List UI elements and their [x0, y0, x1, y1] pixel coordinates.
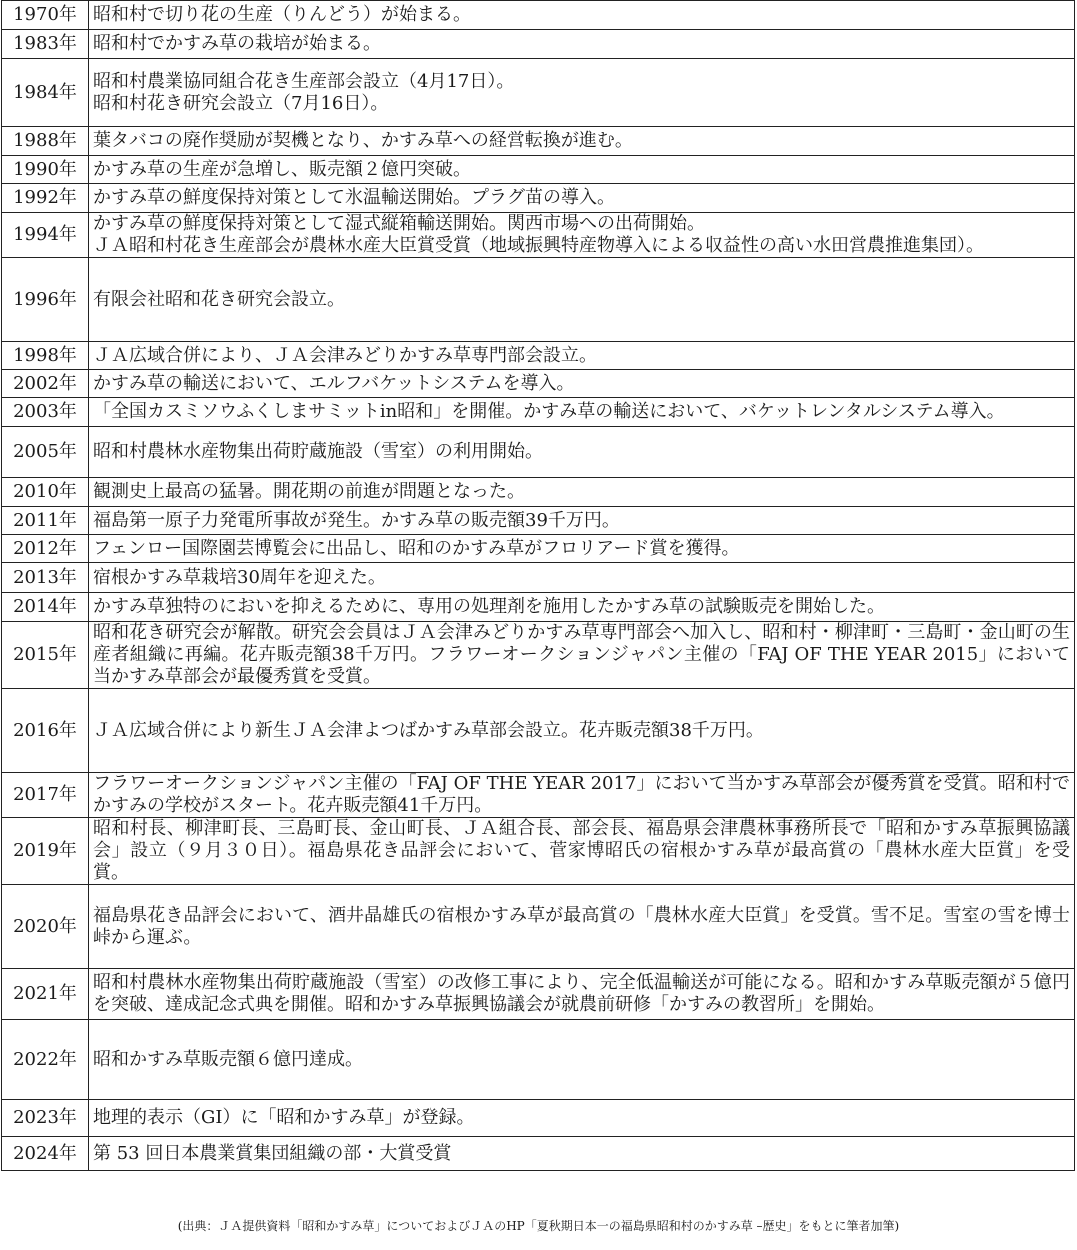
event-cell [89, 689, 1075, 773]
event-text: かすみ草独特のにおいを抑えるために、専用の処理剤を施用したかすみ草の試験販売を開始した。 [93, 596, 885, 617]
table-row [2, 535, 1075, 563]
event-text: ＪＡ広域合併により新生ＪＡ会津よつばかすみ草部会設立。花卉販売額38千万円。 [93, 719, 764, 741]
table-row [2, 818, 1075, 885]
year-cell: 2002年 [2, 370, 89, 398]
event-cell [89, 593, 1075, 622]
table-row [2, 258, 1075, 342]
event-cell [89, 156, 1075, 184]
table-row [2, 156, 1075, 184]
year-cell: 2014年 [2, 593, 89, 622]
table-row [2, 398, 1075, 427]
event-cell [89, 773, 1075, 818]
event-text: 昭和村農林水産物集出荷貯蔵施設（雪室）の改修工事により、完全低温輸送が可能になる。昭和かすみ草販売額が５億円を突破、達成記念式典を開催。昭和かすみ草振興協議会が就農前研修「かすみの教習所」を開始。 [93, 972, 1070, 1015]
event-text: フラワーオークションジャパン主催の「FAJ OF THE YEAR 2017」において当かすみ草部会が優秀賞を受賞。昭和村でかすみの学校がスタート。花卉販売額41千万円。 [93, 773, 1070, 816]
source-note: (出典：ＪＡ提供資料「昭和かすみ草」についておよびＪＡのHP「夏秋期日本一の福島県昭和村のかすみ草 –歴史」をもとに筆者加筆) [177, 1219, 900, 1233]
event-cell [89, 59, 1075, 127]
table-row [2, 885, 1075, 969]
event-cell [89, 258, 1075, 342]
event-text: 観測史上最高の猛暑。開花期の前進が問題となった。 [93, 481, 525, 502]
event-cell [89, 342, 1075, 370]
event-cell [89, 30, 1075, 59]
event-text: 昭和村農業協同組合花き生産部会設立（4月17日）。 [93, 70, 515, 92]
year-cell: 1992年 [2, 184, 89, 213]
event-cell [89, 1137, 1075, 1171]
table-row [2, 969, 1075, 1020]
event-text: かすみ草の輸送において、エルフバケットシステムを導入。 [93, 372, 575, 394]
table-row [2, 59, 1075, 127]
year-cell: 2024年 [2, 1137, 89, 1171]
year-cell: 2022年 [2, 1020, 89, 1100]
event-text: 昭和村で切り花の生産（りんどう）が始まる。 [93, 4, 471, 25]
event-cell [89, 213, 1075, 258]
year-cell: 2020年 [2, 885, 89, 969]
event-cell [89, 535, 1075, 563]
event-cell [89, 969, 1075, 1020]
year-cell: 2019年 [2, 818, 89, 885]
event-cell [89, 885, 1075, 969]
table-row [2, 184, 1075, 213]
year-cell: 2016年 [2, 689, 89, 773]
event-text: 有限会社昭和花き研究会設立。 [93, 288, 345, 310]
event-text: 昭和かすみ草販売額６億円達成。 [93, 1048, 363, 1070]
event-text: 昭和村長、柳津町長、三島町長、金山町長、ＪＡ組合長、部会長、福島県会津農林事務所長で「昭和かすみ草振興協議会」設立（９月３０日）。福島県花き品評会において、菅家博昭氏の宿根かすみ草が最高賞の「農林水産大臣賞」を受賞。 [93, 818, 1070, 883]
table-row [2, 1, 1075, 30]
event-cell [89, 1100, 1075, 1137]
year-cell: 2010年 [2, 478, 89, 507]
event-text: 昭和村花き研究会設立（7月16日）。 [93, 92, 389, 114]
table-row [2, 689, 1075, 773]
event-text: 福島第一原子力発電所事故が発生。かすみ草の販売額39千万円。 [93, 509, 620, 531]
year-cell: 1990年 [2, 156, 89, 184]
history-table [1, 0, 1075, 1171]
table-row [2, 213, 1075, 258]
year-cell: 2012年 [2, 535, 89, 563]
event-cell [89, 1020, 1075, 1100]
table-row [2, 622, 1075, 689]
event-text: かすみ草の鮮度保持対策として湿式縦箱輸送開始。関西市場への出荷開始。 [93, 213, 705, 234]
table-row [2, 563, 1075, 593]
event-cell [89, 1, 1075, 30]
event-text: かすみ草の鮮度保持対策として氷温輸送開始。プラグ苗の導入。 [93, 187, 615, 208]
event-cell [89, 563, 1075, 593]
table-row [2, 370, 1075, 398]
event-text: 福島県花き品評会において、酒井晶雄氏の宿根かすみ草が最高賞の「農林水産大臣賞」を受賞。雪不足。雪室の雪を博士峠から運ぶ。 [93, 904, 1070, 948]
year-cell: 2017年 [2, 773, 89, 818]
table-row [2, 1020, 1075, 1100]
year-cell: 2021年 [2, 969, 89, 1020]
event-text: 昭和村でかすみ草の栽培が始まる。 [93, 33, 381, 54]
event-text: 葉タバコの廃作奨励が契機となり、かすみ草への経営転換が進む。 [93, 130, 633, 151]
event-text: 昭和花き研究会が解散。研究会会員はＪＡ会津みどりかすみ草専門部会へ加入し、昭和村・柳津町・三島町・金山町の生産者組織に再編。花卉販売額38千万円。フラワーオークションジャパン主催の「FAJ OF THE YEAR 2015」において当かすみ草部会が最優秀賞を受賞。 [93, 622, 1070, 687]
event-text: 第 53 回日本農業賞集団組織の部・大賞受賞 [93, 1142, 452, 1164]
year-cell: 1983年 [2, 30, 89, 59]
event-cell [89, 478, 1075, 507]
event-text: ＪＡ昭和村花き生産部会が農林水産大臣賞受賞（地域振興特産物導入による収益性の高い水田営農推進集団）。 [93, 235, 984, 256]
event-text: ＪＡ広域合併により、ＪＡ会津みどりかすみ草専門部会設立。 [93, 344, 597, 366]
year-cell: 1984年 [2, 59, 89, 127]
table-row [2, 1137, 1075, 1171]
event-text: フェンロー国際園芸博覧会に出品し、昭和のかすみ草がフロリアード賞を獲得。 [93, 537, 740, 559]
event-cell [89, 507, 1075, 535]
year-cell: 1998年 [2, 342, 89, 370]
event-cell [89, 398, 1075, 427]
year-cell: 1970年 [2, 1, 89, 30]
year-cell: 2011年 [2, 507, 89, 535]
table-row [2, 30, 1075, 59]
event-cell [89, 427, 1075, 478]
year-cell: 2013年 [2, 563, 89, 593]
year-cell: 1994年 [2, 213, 89, 258]
event-text: 宿根かすみ草栽培30周年を迎えた。 [93, 566, 386, 588]
table-row [2, 773, 1075, 818]
event-cell [89, 370, 1075, 398]
event-text: 「全国カスミソウふくしまサミットin昭和」を開催。かすみ草の輸送において、バケットレンタルシステム導入。 [93, 401, 1005, 422]
table-row [2, 342, 1075, 370]
table-row [2, 478, 1075, 507]
event-cell [89, 818, 1075, 885]
table-row [2, 507, 1075, 535]
event-cell [89, 622, 1075, 689]
history-table-body [2, 1, 1075, 1171]
year-cell: 2023年 [2, 1100, 89, 1137]
year-cell: 1988年 [2, 127, 89, 156]
table-row [2, 593, 1075, 622]
year-cell: 1996年 [2, 258, 89, 342]
event-text: 地理的表示（GI）に「昭和かすみ草」が登録。 [93, 1107, 475, 1128]
year-cell: 2015年 [2, 622, 89, 689]
table-row [2, 1100, 1075, 1137]
event-cell [89, 184, 1075, 213]
table-row [2, 127, 1075, 156]
event-text: 昭和村農林水産物集出荷貯蔵施設（雪室）の利用開始。 [93, 441, 543, 462]
year-cell: 2005年 [2, 427, 89, 478]
event-cell [89, 127, 1075, 156]
table-row [2, 427, 1075, 478]
event-text: かすみ草の生産が急増し、販売額２億円突破。 [93, 158, 471, 180]
year-cell: 2003年 [2, 398, 89, 427]
